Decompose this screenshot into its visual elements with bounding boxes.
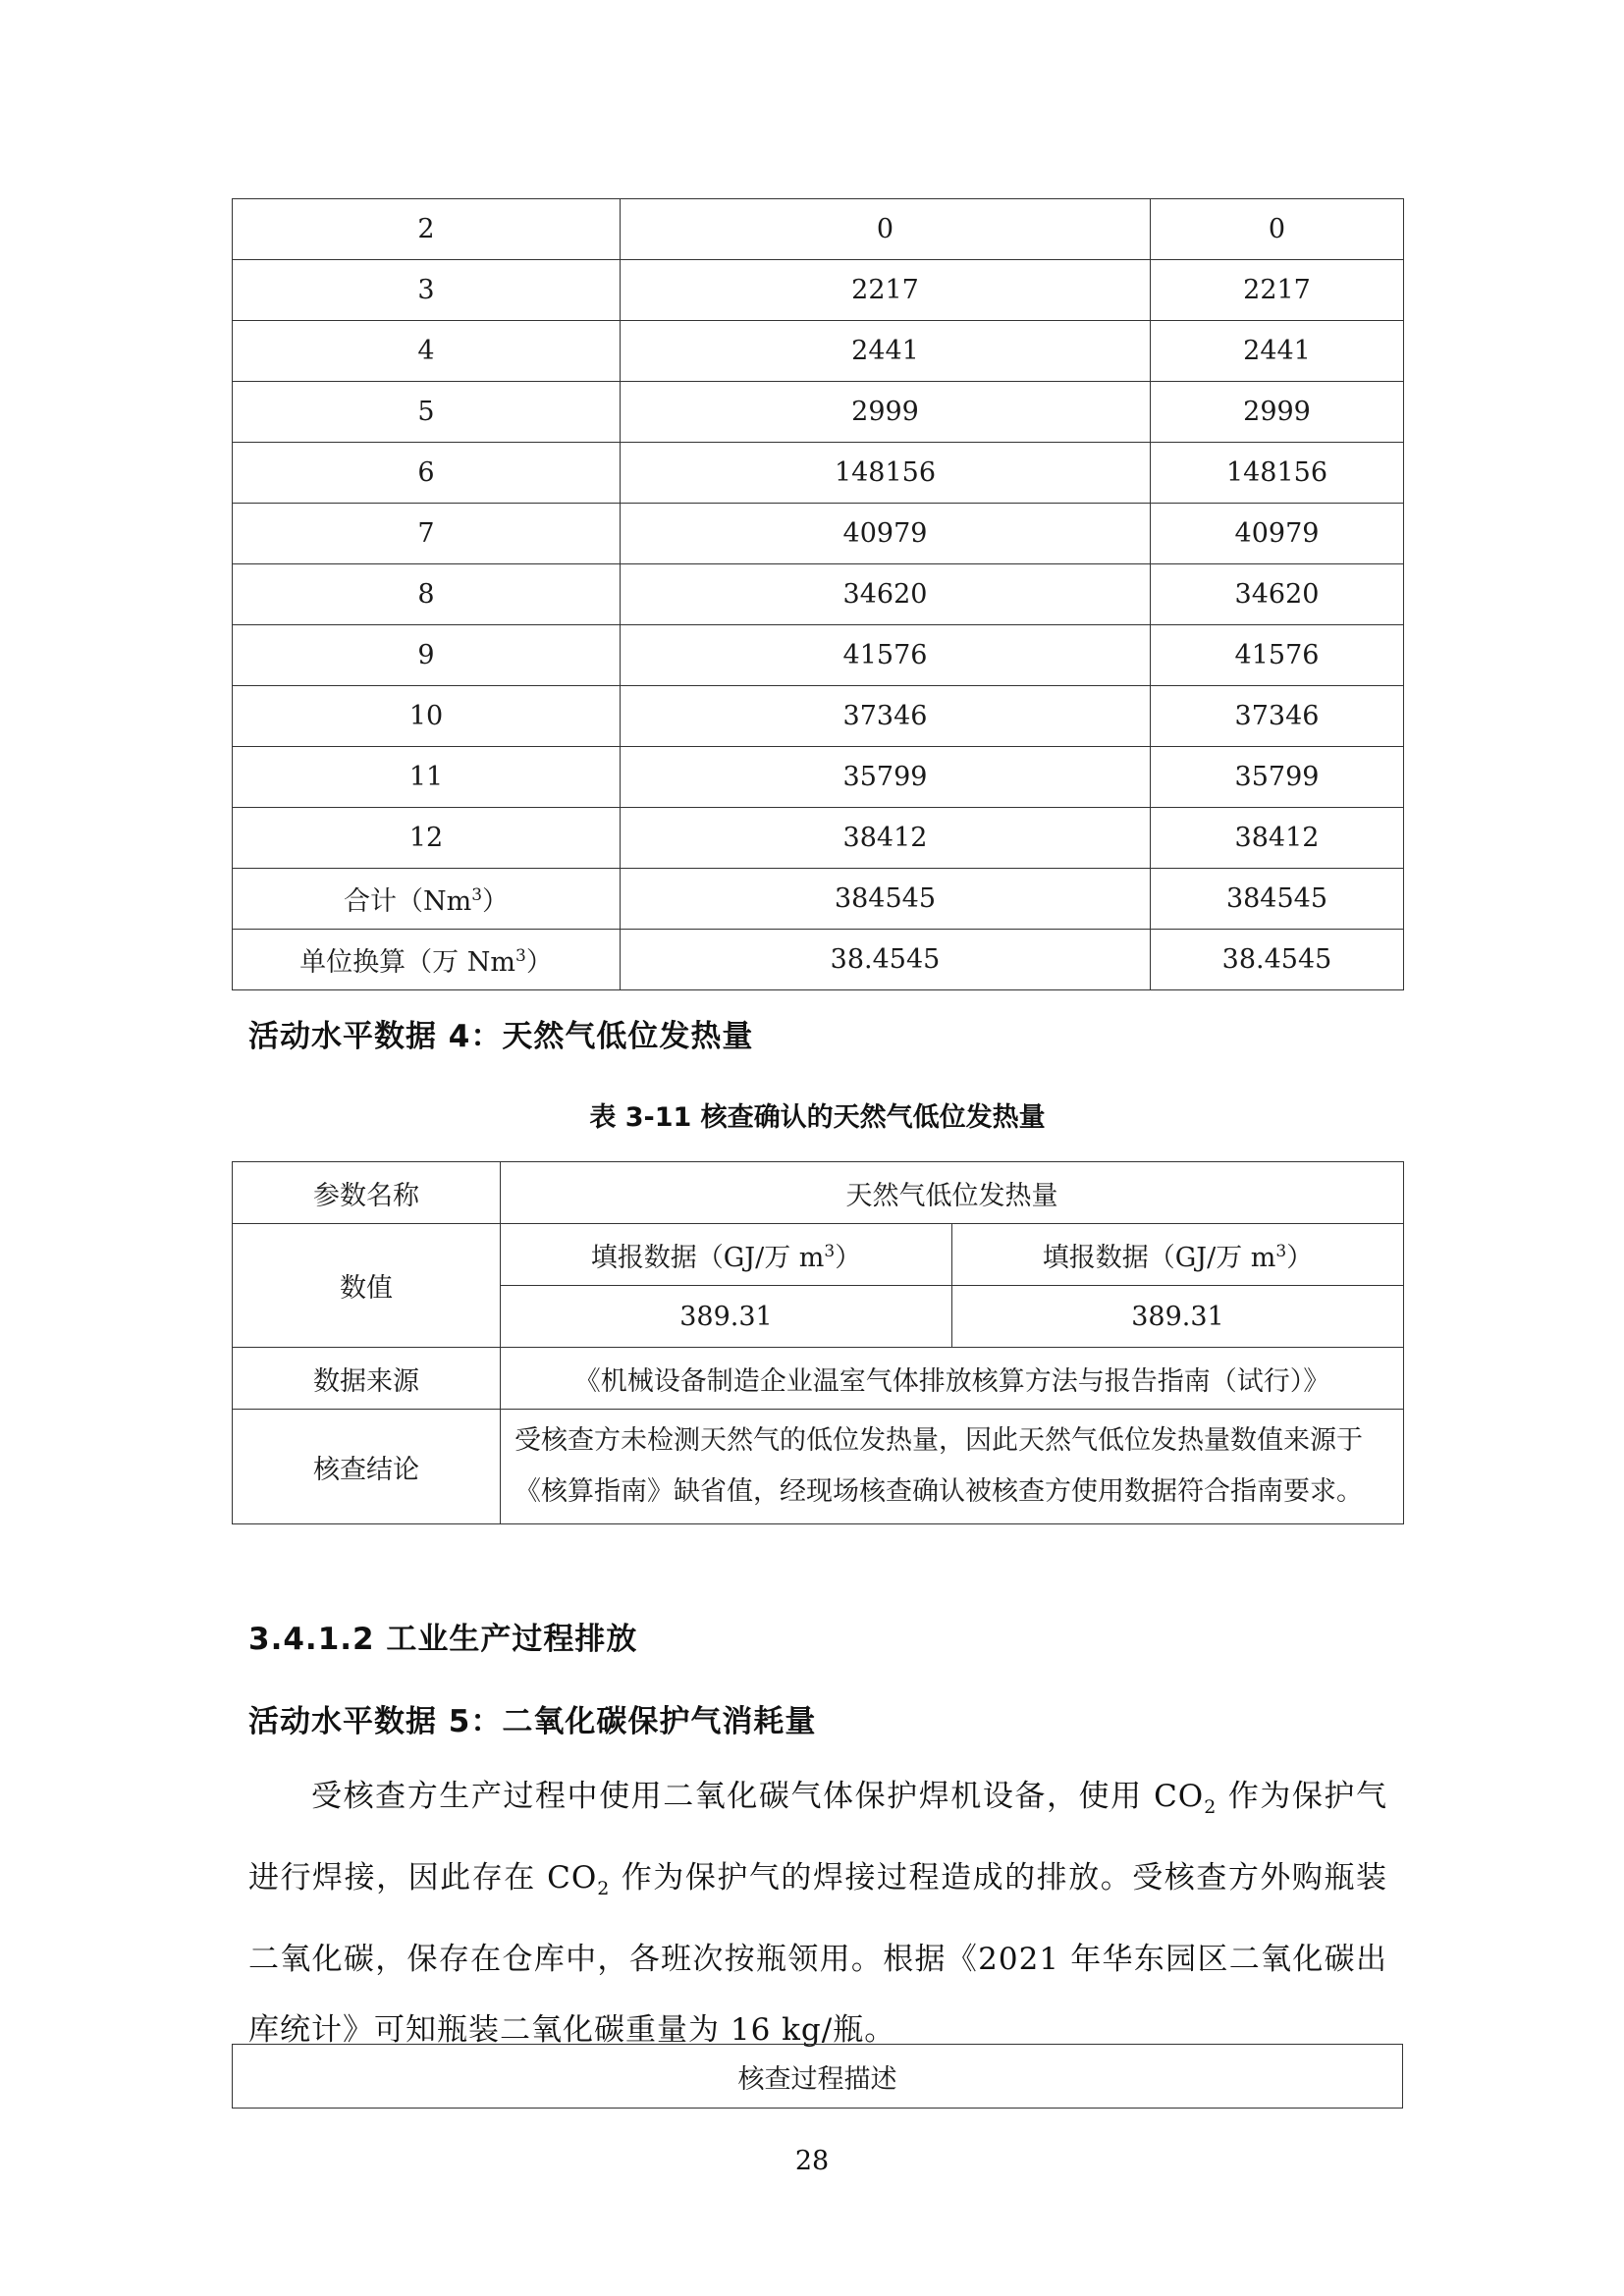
verification-description-table — [232, 2044, 1403, 2109]
month-row — [233, 686, 1404, 747]
month-cell: 8 — [233, 564, 621, 625]
consumption-value-cell: 41576 — [1151, 625, 1404, 686]
month-cell: 9 — [233, 625, 621, 686]
month-row — [233, 260, 1404, 321]
total-value-cell: 384545 — [621, 869, 1151, 930]
reported-header-row — [233, 1224, 1404, 1286]
reported-header-cell: 填报数据（GJ/万 $m^3$） — [952, 1224, 1404, 1286]
activity-data-4-heading: 活动水平数据 4：天然气低位发热量 — [248, 1019, 754, 1054]
conclusion-value: 受核查方未检测天然气的低位发热量，因此天然气低位发热量数值来源于《核算指南》缺省值，经现场核查确认被核查方使用数据符合指南要求。 — [501, 1410, 1404, 1524]
month-row — [233, 443, 1404, 504]
consumption-value-cell: 2441 — [1151, 321, 1404, 382]
reported-value-cell: 389.31 — [952, 1286, 1404, 1348]
consumption-value-cell: 0 — [621, 199, 1151, 260]
desc-header-row — [233, 2045, 1403, 2109]
body-paragraph: 受核查方生产过程中使用二氧化碳气体保护焊机设备，使用 $CO_2$ 作为保护气进行焊接，因此存在 $CO_2$ 作为保护气的焊接过程造成的排放。受核查方外购瓶装二氧化碳，保存在仓库中，各班次按瓶领用。根据《2021 年华东园区二氧化碳出库统计》可知瓶装二氧化碳重量为 16 kg/瓶。 — [248, 1779, 1387, 2049]
unit-value-cell: 38.4545 — [1151, 930, 1404, 990]
month-cell: 2 — [233, 199, 621, 260]
desc-header-cell: 核查过程描述 — [233, 2045, 1403, 2109]
total-label-cell: 合计（Nm$^3$） — [233, 869, 621, 930]
monthly-consumption-table — [232, 198, 1404, 990]
month-cell: 4 — [233, 321, 621, 382]
month-row — [233, 321, 1404, 382]
heating-value-table — [232, 1161, 1404, 1524]
unit-label-cell: 单位换算（万 Nm$^3$） — [233, 930, 621, 990]
consumption-value-cell: 41576 — [621, 625, 1151, 686]
month-cell: 5 — [233, 382, 621, 443]
consumption-value-cell: 0 — [1151, 199, 1404, 260]
conclusion-row — [233, 1410, 1404, 1524]
reported-value-cell: 389.31 — [501, 1286, 952, 1348]
month-cell: 6 — [233, 443, 621, 504]
consumption-value-cell: 2441 — [621, 321, 1151, 382]
consumption-value-cell: 37346 — [621, 686, 1151, 747]
consumption-value-cell: 37346 — [1151, 686, 1404, 747]
month-cell: 10 — [233, 686, 621, 747]
unit-value-cell: 38.4545 — [621, 930, 1151, 990]
data-source-row — [233, 1348, 1404, 1410]
month-cell: 3 — [233, 260, 621, 321]
consumption-value-cell: 38412 — [1151, 808, 1404, 869]
page-number: 28 — [794, 2146, 830, 2176]
consumption-value-cell: 148156 — [1151, 443, 1404, 504]
section-heading: 3.4.1.2 工业生产过程排放 — [248, 1622, 638, 1657]
table-caption: 表 3-11 核查确认的天然气低位发热量 — [589, 1102, 1046, 1133]
unit-conversion-row — [233, 930, 1404, 990]
consumption-value-cell: 148156 — [621, 443, 1151, 504]
consumption-value-cell: 38412 — [621, 808, 1151, 869]
param-name-label: 参数名称 — [233, 1162, 501, 1224]
month-row — [233, 504, 1404, 564]
activity-data-5-heading: 活动水平数据 5：二氧化碳保护气消耗量 — [248, 1704, 817, 1739]
data-source-value: 《机械设备制造企业温室气体排放核算方法与报告指南（试行）》 — [501, 1348, 1404, 1410]
consumption-value-cell: 2217 — [621, 260, 1151, 321]
reported-header-cell: 填报数据（GJ/万 $m^3$） — [501, 1224, 952, 1286]
consumption-value-cell: 34620 — [1151, 564, 1404, 625]
consumption-value-cell: 34620 — [621, 564, 1151, 625]
month-row — [233, 382, 1404, 443]
consumption-value-cell: 2999 — [621, 382, 1151, 443]
month-row — [233, 625, 1404, 686]
month-cell: 7 — [233, 504, 621, 564]
consumption-value-cell: 2217 — [1151, 260, 1404, 321]
consumption-value-cell: 2999 — [1151, 382, 1404, 443]
month-cell: 12 — [233, 808, 621, 869]
conclusion-label: 核查结论 — [233, 1410, 501, 1524]
month-row — [233, 808, 1404, 869]
total-value-cell: 384545 — [1151, 869, 1404, 930]
param-name-row — [233, 1162, 1404, 1224]
consumption-value-cell: 40979 — [621, 504, 1151, 564]
data-source-label: 数据来源 — [233, 1348, 501, 1410]
month-row — [233, 564, 1404, 625]
month-row — [233, 199, 1404, 260]
consumption-value-cell: 35799 — [621, 747, 1151, 808]
month-row — [233, 747, 1404, 808]
consumption-value-cell: 35799 — [1151, 747, 1404, 808]
consumption-value-cell: 40979 — [1151, 504, 1404, 564]
total-row — [233, 869, 1404, 930]
month-cell: 11 — [233, 747, 621, 808]
param-name-value: 天然气低位发热量 — [501, 1162, 1404, 1224]
monthly-table-body — [233, 199, 1404, 869]
value-label: 数值 — [233, 1224, 501, 1348]
